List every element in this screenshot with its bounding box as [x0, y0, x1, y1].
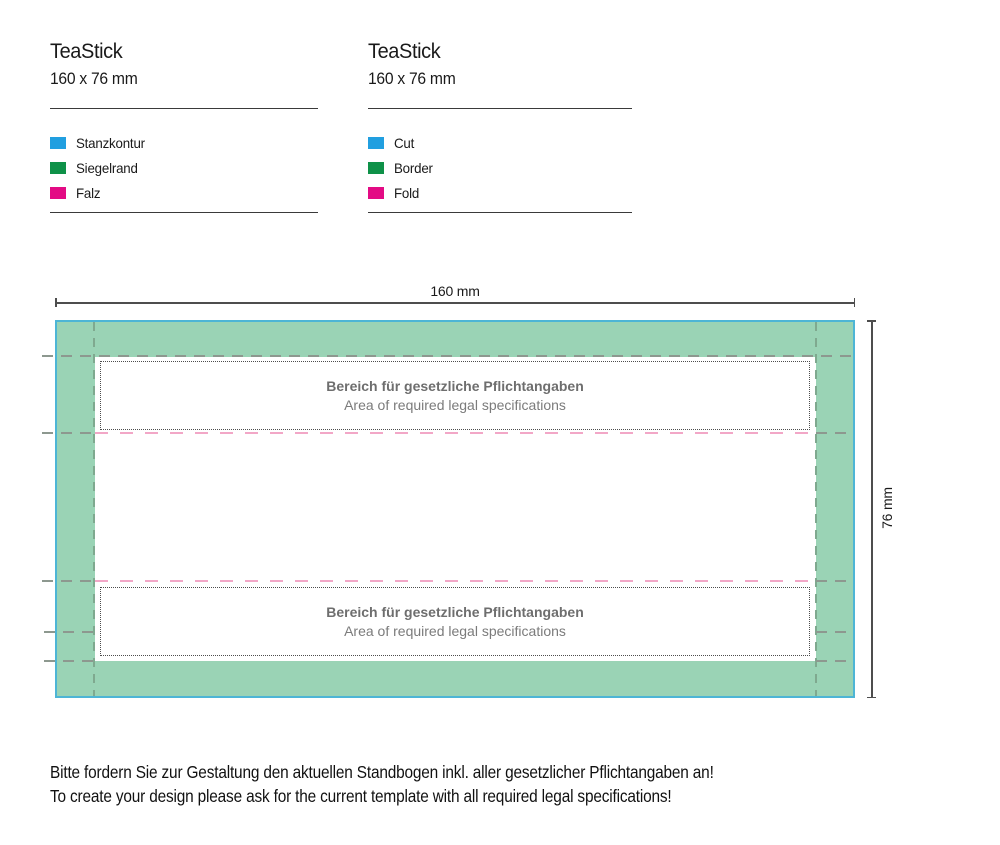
legend-label: Cut — [394, 134, 415, 151]
legend-label: Fold — [394, 184, 420, 201]
legal-text-de: Bereich für gesetzliche Pflichtangaben — [326, 377, 584, 394]
dimension-tick — [867, 320, 876, 322]
legend-row-stanzkontur — [50, 130, 149, 155]
product-size: 160 x 76 mm — [368, 70, 456, 88]
fold-mark-right — [816, 660, 854, 662]
dimension-tick — [867, 697, 876, 699]
legend-label: Siegelrand — [76, 159, 138, 176]
legend-row-falz — [50, 180, 149, 205]
vertical-fold-mark-right — [815, 322, 817, 696]
height-dimension-label: 76 mm — [879, 487, 895, 529]
legend-row-fold — [368, 180, 435, 205]
product-size: 160 x 76 mm — [50, 70, 138, 88]
legal-area-box-top — [100, 361, 810, 430]
cut-color-swatch — [368, 137, 384, 149]
cut-color-swatch — [50, 137, 66, 149]
legend-row-siegelrand — [50, 155, 149, 180]
divider-line — [50, 108, 318, 109]
fold-line-upper — [95, 432, 816, 434]
legal-text-de: Bereich für gesetzliche Pflichtangaben — [326, 603, 584, 620]
fold-mark-left — [44, 660, 94, 662]
fold-mark-top — [42, 355, 854, 357]
fold-mark-left — [44, 631, 94, 633]
legend-english — [368, 40, 632, 201]
width-dimension-line — [55, 302, 855, 304]
fold-mark-right — [816, 580, 854, 582]
legend-items-english — [368, 130, 435, 205]
legal-text-en: Area of required legal specifications — [344, 622, 566, 639]
vertical-fold-mark-left — [93, 322, 95, 696]
dimension-tick — [854, 298, 856, 307]
legend-german — [50, 40, 318, 201]
legal-text-en: Area of required legal specifications — [344, 396, 566, 413]
legal-area-box-bottom — [100, 587, 810, 656]
fold-mark-left — [42, 432, 94, 434]
footer-line-en: To create your design please ask for the current template with all required legal specifications! — [50, 786, 672, 806]
fold-color-swatch — [50, 187, 66, 199]
border-color-swatch — [368, 162, 384, 174]
legend-row-cut — [368, 130, 435, 155]
fold-mark-right — [816, 631, 854, 633]
fold-line-lower — [95, 580, 816, 582]
height-dimension-line — [871, 320, 873, 698]
legend-label: Stanzkontur — [76, 134, 145, 151]
divider-line — [368, 108, 632, 109]
footer-line-de: Bitte fordern Sie zur Gestaltung den aktuellen Standbogen inkl. aller gesetzlicher Pflichtangaben an! — [50, 762, 714, 782]
divider-line — [50, 212, 318, 213]
fold-mark-left — [42, 580, 94, 582]
divider-line — [368, 212, 632, 213]
footer-note — [50, 760, 804, 808]
legend-row-border — [368, 155, 435, 180]
legend-label: Border — [394, 159, 433, 176]
fold-color-swatch — [368, 187, 384, 199]
border-color-swatch — [50, 162, 66, 174]
legend-label: Falz — [76, 184, 101, 201]
product-title: TeaStick — [368, 40, 441, 63]
legend-items-german — [50, 130, 149, 205]
width-dimension-label: 160 mm — [430, 283, 480, 299]
dimension-tick — [55, 298, 57, 307]
product-title: TeaStick — [50, 40, 123, 63]
fold-mark-right — [816, 432, 854, 434]
